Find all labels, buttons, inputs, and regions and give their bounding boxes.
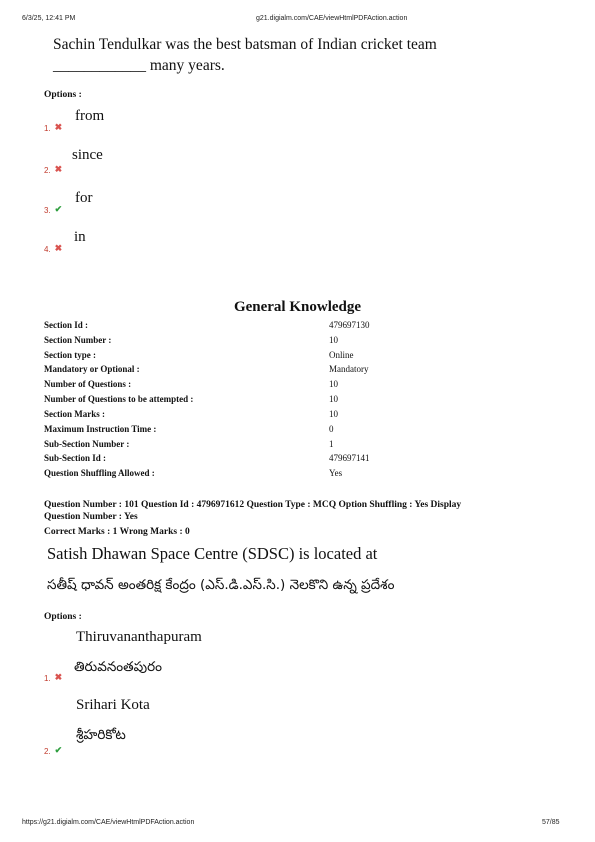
- option-number: 1.: [44, 674, 51, 683]
- question-1-option-1: [44, 118, 62, 136]
- question-1-text-rest: many years.: [146, 57, 225, 74]
- question-2-option-1: [44, 668, 62, 686]
- table-row: Sub-Section Number : 1: [44, 439, 334, 449]
- option-number: 2.: [44, 747, 51, 756]
- question-1-options-label: Options :: [44, 90, 82, 100]
- question-1-blank: ____________: [53, 57, 146, 74]
- question-1-text-line2: [53, 57, 225, 75]
- question-1-text-line1: Sachin Tendulkar was the best batsman of Indian cricket team: [53, 36, 437, 53]
- question-1-option-3-text: for: [75, 190, 93, 206]
- question-2-meta-line1: Question Number : 101 Question Id : 4796971612 Question Type : MCQ Option Shuffling : Yes Display: [44, 500, 462, 510]
- question-1-option-4-text: in: [74, 229, 86, 245]
- question-2-marks: Correct Marks : 1 Wrong Marks : 0: [44, 527, 190, 537]
- option-number: 3.: [44, 206, 51, 215]
- cross-icon: ✖: [54, 242, 63, 253]
- table-row: Sub-Section Id : 479697141: [44, 453, 370, 463]
- table-row: Mandatory or Optional : Mandatory: [44, 364, 369, 374]
- option-number: 2.: [44, 166, 51, 175]
- question-1-option-2: [44, 160, 62, 178]
- question-2-option-1-text-telugu: తిరువనంతపురం: [74, 659, 162, 675]
- cross-icon: ✖: [54, 121, 63, 132]
- question-2-option-2-text-english: Srihari Kota: [76, 697, 150, 713]
- table-row: Section Id : 479697130: [44, 320, 370, 330]
- check-icon: ✔: [54, 744, 63, 755]
- table-row: Section Marks : 10: [44, 409, 338, 419]
- section-title: General Knowledge: [233, 299, 362, 315]
- cross-icon: ✖: [54, 671, 63, 682]
- question-2-option-2-text-telugu: శ్రీహరికోట: [76, 727, 126, 743]
- question-1-option-4: [44, 239, 62, 257]
- table-row: Section Number : 10: [44, 335, 338, 345]
- check-icon: ✔: [54, 203, 63, 214]
- table-row: Number of Questions : 10: [44, 379, 338, 389]
- table-row: Section type : Online: [44, 350, 354, 360]
- print-url: g21.digialm.com/CAE/viewHtmlPDFAction.action: [256, 15, 408, 22]
- question-1-option-1-text: from: [75, 108, 105, 124]
- page-number: 57/85: [542, 819, 560, 826]
- question-2-meta-line2: Question Number : Yes: [44, 512, 138, 522]
- table-row: Maximum Instruction Time : 0: [44, 424, 334, 434]
- table-row: Question Shuffling Allowed : Yes: [44, 468, 343, 478]
- question-1-option-2-text: since: [72, 147, 103, 163]
- question-1-option-3: [44, 200, 62, 218]
- table-row: Number of Questions to be attempted : 10: [44, 394, 338, 404]
- question-2-text-telugu: సతీష్ ధావన్ అంతరిక్ష కేంద్రం (ఎస్.డి.ఎస్.సి.) నెలకొని ఉన్న ప్రదేశం: [47, 577, 395, 593]
- question-2-options-label: Options :: [44, 612, 82, 622]
- cross-icon: ✖: [54, 163, 63, 174]
- question-2-option-2: [44, 741, 62, 759]
- question-2-option-1-text-english: Thiruvananthapuram: [76, 629, 202, 645]
- footer-url: https://g21.digialm.com/CAE/viewHtmlPDFAction.action: [22, 819, 195, 826]
- print-datetime: 6/3/25, 12:41 PM: [22, 15, 76, 22]
- option-number: 4.: [44, 245, 51, 254]
- question-2-text-english: Satish Dhawan Space Centre (SDSC) is located at: [47, 544, 378, 563]
- option-number: 1.: [44, 124, 51, 133]
